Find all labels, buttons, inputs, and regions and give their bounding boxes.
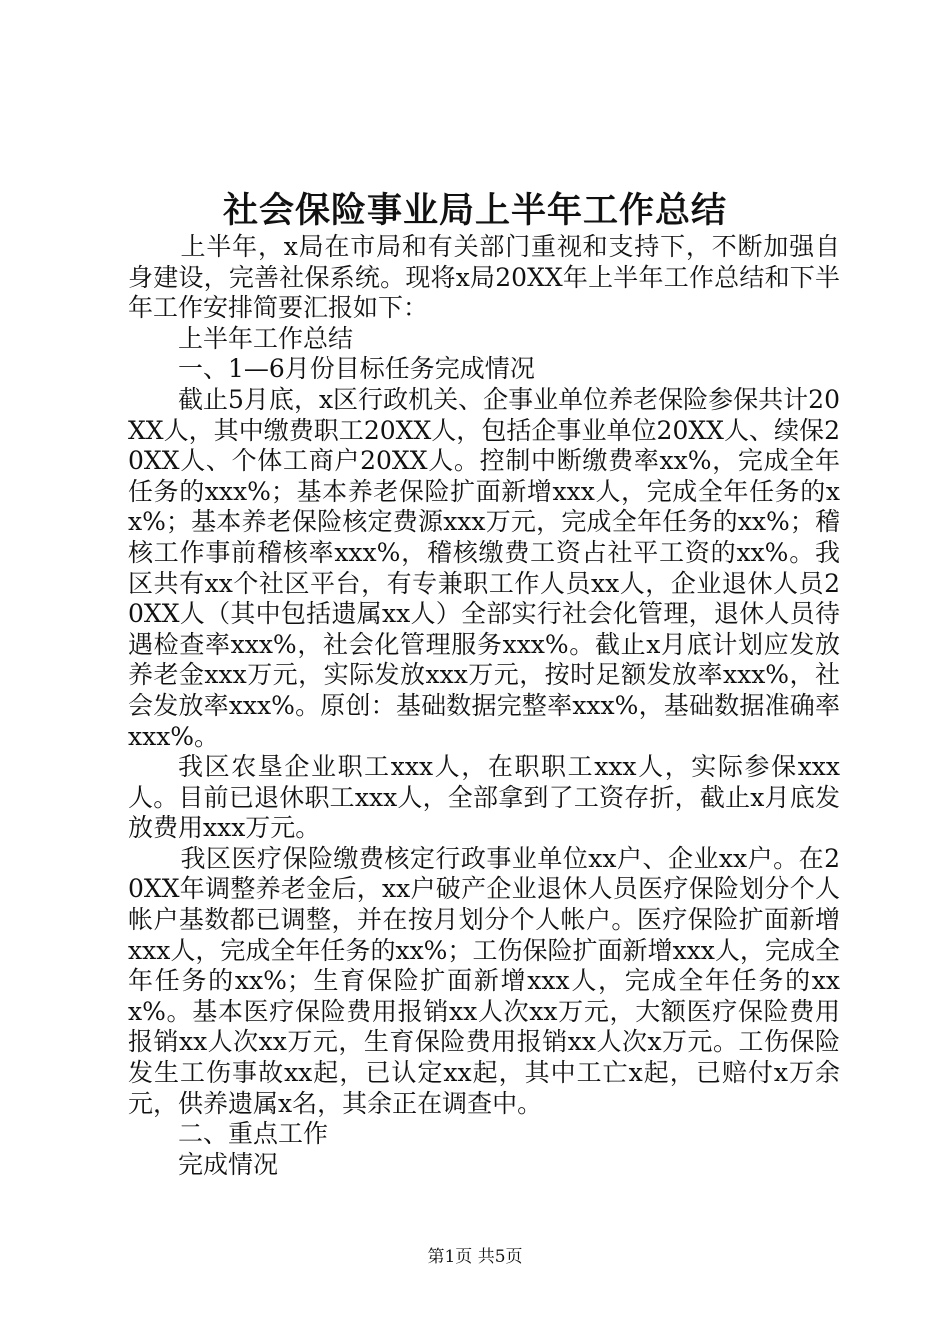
section-heading: 上半年工作总结 [178, 323, 354, 353]
intro-paragraph: 上半年，x局在市局和有关部门重视和支持下，不断加强自身建设，完善社保系统。现将x局20XX年上半年工作总结和下半年工作安排简要汇报如下： [128, 232, 840, 323]
document-title: 社会保险事业局上半年工作总结 [222, 190, 727, 231]
subsection-heading: 一、1—6月份目标任务完成情况 [178, 354, 535, 384]
subsection-heading: 完成情况 [178, 1149, 279, 1179]
farm-workers-paragraph: 我区农垦企业职工xxx人，在职职工xxx人，实际参保xxx人。目前已退休职工xxx人，全部拿到了工资存折，截止x月底发放费用xxx万元。 [128, 752, 840, 843]
document-body [128, 232, 840, 1180]
pension-paragraph: 截止5月底，x区行政机关、企事业单位养老保险参保共计20XX人，其中缴费职工20XX人，包括企事业单位20XX人、续保20XX人、个体工商户20XX人。控制中断缴费率xx%，完成全年任务的xxx%；基本养老保险扩面新增xxx人，完成全年任务的xx%；基本养老保险核定费源xxx万元，完成全年任务的xx%；稽核工作事前稽核率xxx%，稽核缴费工资占社平工资的xx%。我区共有xx个社区平台，有专兼职工作人员xx人，企业退休人员20XX人（其中包括遗属xx人）全部实行社会化管理，退休人员待遇检查率xxx%，社会化管理服务xxx%。截止x月底计划应发放养老金xxx万元，实际发放xxx万元，按时足额发放率xxx%，社会发放率xxx%。原创：基础数据完整率xxx%，基础数据准确率xxx%。 [128, 384, 840, 751]
subsection-heading: 二、重点工作 [178, 1119, 329, 1149]
page-footer: 第1页 共5页 [427, 1247, 523, 1267]
medical-insurance-paragraph: 我区医疗保险缴费核定行政事业单位xx户、企业xx户。在20XX年调整养老金后，xx户破产企业退休人员医疗保险划分个人帐户基数都已调整，并在按月划分个人帐户。医疗保险扩面新增xxx人，完成全年任务的xx%；工伤保险扩面新增xxx人，完成全年任务的xx%；生育保险扩面新增xxx人，完成全年任务的xxx%。基本医疗保险费用报销xx人次xx万元，大额医疗保险费用报销xx人次xx万元，生育保险费用报销xx人次x万元。工伤保险发生工伤事故xx起，已认定xx起，其中工亡x起，已赔付x万余元，供养遗属x名，其余正在调查中。 [128, 843, 840, 1118]
